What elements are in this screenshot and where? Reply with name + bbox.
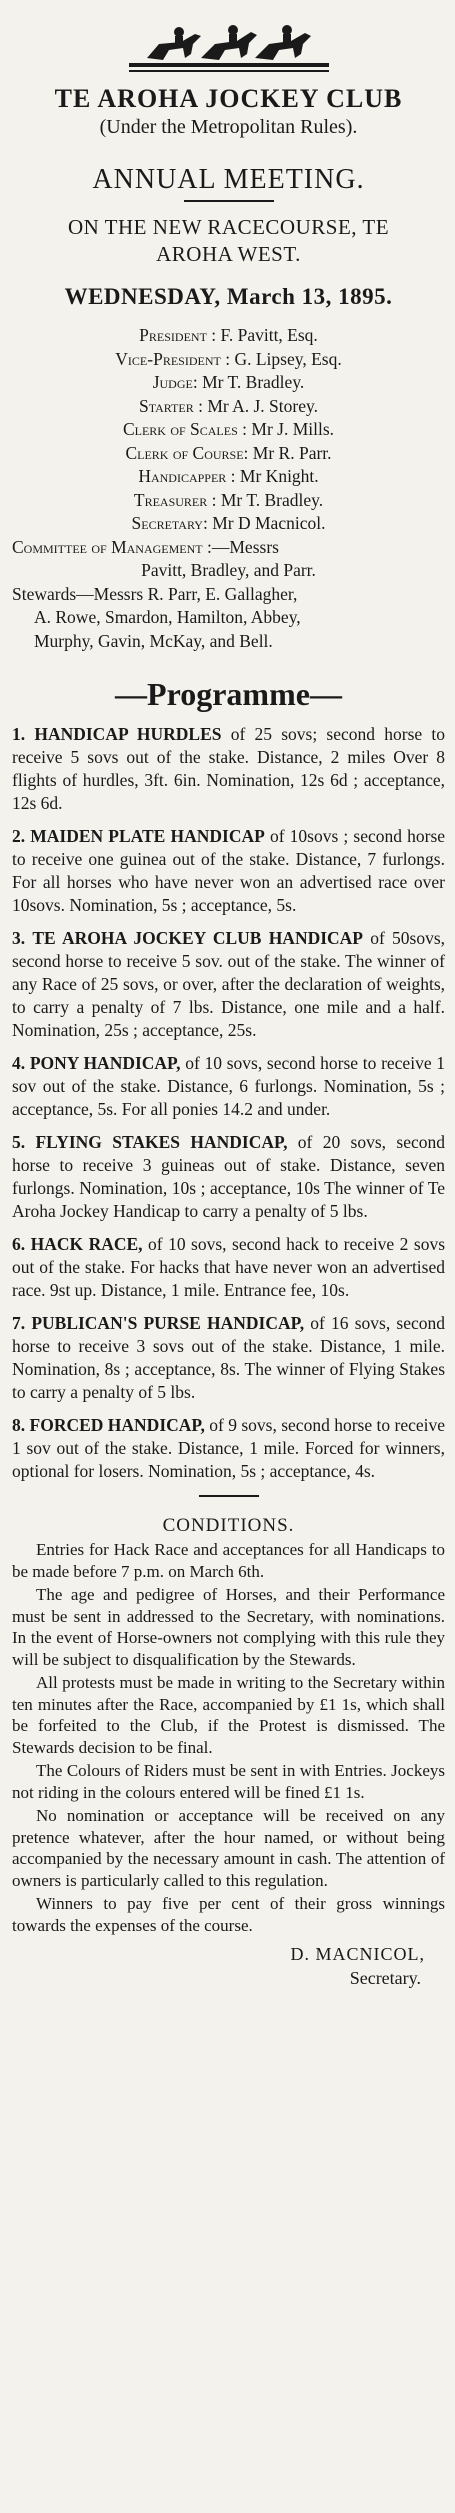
- race-text: of 16 sovs, second horse to receive 3 sovs out of the stake. Distance, 1 mile. Nomination, 8s ; acceptance, 8s. The winner of Flying Stakes to carry a penalty of 5 lbs.: [12, 1313, 446, 1402]
- official-clerk-of-scales: [12, 418, 445, 442]
- officials-list: [12, 324, 445, 653]
- race-text: of 9 sovs, second horse to receive 1 sov out of the stake. Distance, 1 mile. Forced for winners, optional for losers. Nomination, 5s ; acceptance, 4s.: [12, 1415, 445, 1481]
- race-title: HANDICAP HURDLES: [34, 724, 222, 744]
- race-text: of 10 sovs, second horse to receive 1 sov out of the stake. Distance, 6 furlongs. Nomination, 5s ; acceptance, 5s. For all ponies 14.2 and under.: [12, 1053, 446, 1119]
- race-item: [12, 1414, 445, 1483]
- official-name: Mr T. Bradley.: [220, 489, 324, 510]
- race-item: [12, 825, 445, 917]
- race-title: PONY HANDICAP,: [29, 1053, 181, 1073]
- divider: [184, 200, 274, 202]
- official-treasurer: [12, 489, 445, 513]
- race-title: MAIDEN PLATE HANDICAP: [30, 826, 265, 846]
- race-title: PUBLICAN'S PURSE HANDICAP,: [31, 1313, 305, 1333]
- official-role: Vice-President :: [115, 348, 231, 369]
- official-starter: [12, 395, 445, 419]
- race-title: FLYING STAKES HANDICAP,: [35, 1132, 288, 1152]
- race-text: of 25 sovs; second horse to receive 5 sovs out of the stake. Distance, 2 miles Over 8 flights of hurdles, 3ft. 6in. Nomination, 12s 6d ; acceptance, 12s 6d.: [12, 724, 445, 813]
- official-name: Mr R. Parr.: [252, 442, 332, 463]
- race-title: FORCED HANDICAP,: [29, 1415, 205, 1435]
- official-role: Secretary:: [131, 513, 208, 533]
- race-item: [12, 723, 445, 815]
- official-secretary: [12, 512, 445, 536]
- club-name: TE AROHA JOCKEY CLUB: [54, 84, 403, 113]
- race-list: [12, 723, 445, 1483]
- official-committee-members: Pavitt, Bradley, and Parr.: [141, 560, 316, 580]
- official-role: President :: [139, 325, 217, 345]
- condition-paragraph: No nomination or acceptance will be received on any pretence whatever, after the hour named, or without being accompanied by the necessary amount in cash. The attention of owners is particularly called to this regulation.: [12, 1806, 445, 1890]
- official-role: Treasurer :: [133, 489, 217, 510]
- official-role: Clerk of Course:: [125, 442, 249, 463]
- condition-paragraph: The age and pedigree of Horses, and their Performance must be sent in addressed to the Secretary, with nominations. In the event of Horse-owners not complying with this rule they will be subject to disqualification by the Stewards.: [12, 1585, 445, 1669]
- race-title: HACK RACE,: [30, 1234, 143, 1254]
- rules-note: (Under the Metropolitan Rules).: [99, 116, 358, 138]
- official-committee: [12, 536, 445, 560]
- race-number: 8.: [12, 1415, 26, 1435]
- race-text: of 50sovs, second horse to receive 5 sov. out of the stake. The winner of any Race of 25 sovs, or over, after the declaration of weights, to carry a penalty of 7 lbs. Distance, one mile and a half. Nomination, 25s ; acceptance, 25s.: [12, 928, 446, 1040]
- official-name: Mr T. Bradley.: [202, 372, 305, 392]
- official-role: Committee of Management :: [12, 536, 212, 557]
- signatory-role: Secretary.: [349, 1968, 421, 1988]
- official-name: Mr Knight.: [239, 466, 319, 486]
- race-item: [12, 1052, 445, 1121]
- race-title: TE AROHA JOCKEY CLUB HANDICAP: [32, 928, 363, 948]
- official-name: —Messrs: [211, 536, 279, 557]
- official-role: Starter :: [138, 395, 203, 416]
- official-stewards: Stewards—Messrs R. Parr, E. Gallagher,: [12, 583, 298, 604]
- race-number: 4.: [12, 1053, 26, 1073]
- race-number: 6.: [12, 1234, 26, 1254]
- official-name: Mr D Macnicol.: [212, 513, 326, 533]
- race-item: [12, 1131, 445, 1223]
- horse-race-engraving-icon: [129, 8, 329, 78]
- race-number: 2.: [12, 826, 26, 846]
- divider: [199, 1495, 259, 1497]
- official-vice-president: [12, 348, 445, 372]
- programme-heading: —Programme—: [115, 676, 342, 712]
- official-stewards-cont: A. Rowe, Smardon, Hamilton, Abbey,: [34, 607, 301, 627]
- condition-paragraph: The Colours of Riders must be sent in with Entries. Jockeys not riding in the colours entered will be fined £1 1s.: [12, 1761, 445, 1802]
- official-role: Judge:: [152, 372, 198, 392]
- condition-paragraph: Entries for Hack Race and acceptances for all Handicaps to be made before 7 p.m. on March 6th.: [12, 1540, 445, 1581]
- conditions-heading: CONDITIONS.: [162, 1515, 295, 1536]
- signature-block: [12, 1942, 445, 1990]
- race-number: 5.: [12, 1132, 26, 1152]
- official-role: Clerk of Scales :: [122, 419, 248, 439]
- official-name: G. Lipsey, Esq.: [234, 348, 342, 369]
- race-item: [12, 1233, 445, 1302]
- race-number: 1.: [12, 724, 26, 744]
- official-name: F. Pavitt, Esq.: [220, 325, 318, 345]
- official-name: Mr A. J. Storey.: [207, 395, 318, 416]
- official-president: [12, 324, 445, 348]
- venue-line-1: ON THE NEW RACECOURSE, TE: [67, 215, 390, 239]
- official-clerk-of-course: [12, 442, 445, 466]
- official-handicapper: [12, 465, 445, 489]
- venue: [12, 214, 445, 268]
- race-text: of 20 sovs, second horse to receive 3 guineas out of stake. Distance, seven furlongs. Nomination, 10s ; acceptance, 10s The winner of Te Aroha Jockey Handicap to carry a penalty of 5 lbs.: [12, 1132, 445, 1221]
- official-name: Mr J. Mills.: [251, 419, 335, 439]
- race-item: [12, 927, 445, 1042]
- race-item: [12, 1312, 445, 1404]
- official-stewards-cont: Murphy, Gavin, McKay, and Bell.: [34, 630, 273, 651]
- race-number: 3.: [12, 928, 26, 948]
- meeting-title: ANNUAL MEETING.: [92, 164, 365, 195]
- condition-paragraph: Winners to pay five per cent of their gross winnings towards the expenses of the course.: [12, 1894, 445, 1935]
- official-judge: [12, 371, 445, 395]
- meeting-date: WEDNESDAY, March 13, 1895.: [64, 284, 393, 309]
- official-role: Handicapper :: [138, 466, 236, 486]
- race-text: of 10 sovs, second hack to receive 2 sovs out of the stake. For hacks that have never won an advertised race. 9st up. Distance, 1 mile. Entrance fee, 10s.: [12, 1234, 446, 1300]
- conditions-list: [12, 1539, 445, 1936]
- race-text: of 10sovs ; second horse to receive one guinea out of the stake. Distance, 7 furlongs. For all horses who have never won an advertised race over 10sovs. Nomination, 5s ; acceptance, 5s.: [12, 826, 446, 915]
- signatory-name: D. MACNICOL,: [290, 1944, 425, 1964]
- venue-line-2: AROHA WEST.: [156, 242, 301, 266]
- condition-paragraph: All protests must be made in writing to the Secretary within ten minutes after the Race, accompanied by £1 1s, which shall be forfeited to the Club, if the Protest is dismissed. The Stewards decision to be final.: [12, 1673, 445, 1757]
- race-number: 7.: [12, 1313, 26, 1333]
